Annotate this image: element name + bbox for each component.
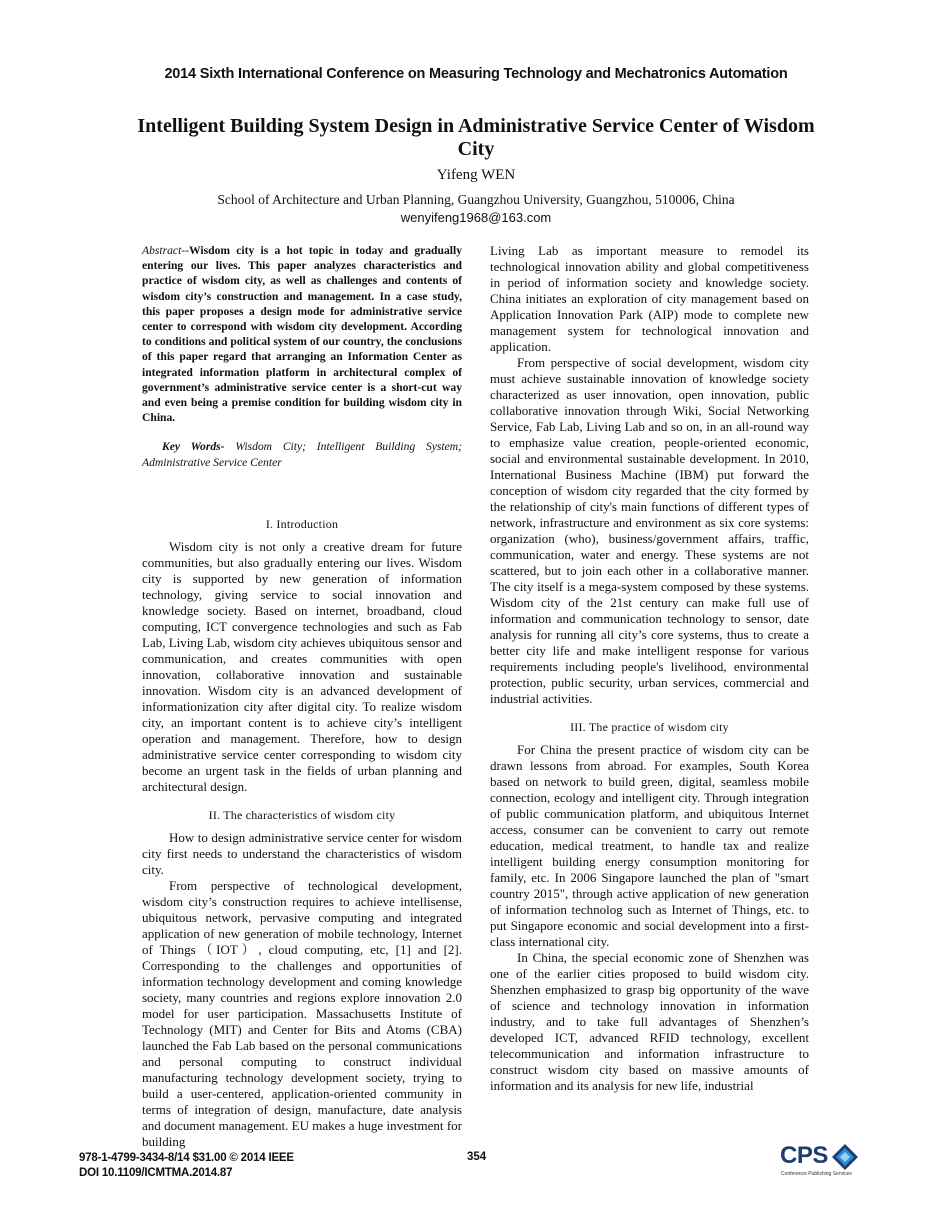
abstract-text: Wisdom city is a hot topic in today and gradually entering our lives. This paper analyzes characteristics and practice of wisdom city, as well as challenges and contents of wisdom city’s construction and management. In a case study, this paper proposes a design mode for administrative service center to correspond with wisdom city development. According to conditions and political system of our country, the conclusions of this paper regard that arranging an Information Center as integrated information platform in architectural complex of government’s administrative service center is a short-cut way and even being a premise condition for building wisdom city in China.	[142, 244, 462, 425]
paragraph: How to design administrative service center for wisdom city first needs to understand the characteristics of wisdom city.	[142, 829, 462, 877]
author-email: wenyifeng1968@163.com	[400, 210, 552, 225]
keywords-label: Key Words-	[162, 440, 225, 454]
author-name: Yifeng WEN	[436, 167, 516, 183]
paragraph: Wisdom city is not only a creative dream for future communities, but also gradually entering our lives. Wisdom city is supported by new generation of information technology, giving service to social innovation and knowledge society. Based on internet, broadband, cloud computing, ICT convergence technologies and such as Fab Lab, Living Lab, wisdom city achieves ubiquitous sensor and communication, and creates communities with open innovation, collaborative innovation and sustainable innovation. Wisdom city is an advanced development of informationization city after digital city. To realize wisdom city, an important content is to achieve city’s intelligent operation and management. Therefore, how to design administrative service center corresponding to wisdom city become an urgent task in the fields of urban planning and architectural design.	[142, 538, 462, 794]
paper-title: Intelligent Building System Design in Administrative Service Center of Wisdom City	[137, 115, 815, 160]
keywords	[142, 439, 462, 469]
keywords-text: Wisdom City; Intelligent Building System; Administrative Service Center	[142, 440, 462, 469]
author-affiliation: School of Architecture and Urban Planning, Guangzhou University, Guangzhou, 510006, China	[217, 192, 735, 207]
abstract-lead: Abstract--	[142, 244, 190, 257]
paragraph: From perspective of technological development, wisdom city’s construction requires to achieve intellisense, ubiquitous network, pervasive computing and integrated application of new generation of mobile technology, Internet of Things（IOT）, cloud computing, etc, [1] and [2]. Corresponding to the challenges and opportunities of information technology development and coming knowledge society, many countries and regions explore innovation 2.0 model for user participation. Massachusetts Institute of Technology (MIT) and Center for Bits and Atoms (CBA) launched the Fab Lab based on the personal communications and personal computing to construct individual manufacturing technology development society, trying to build a user-centered, application-oriented community in terms of integration of design, manufacture, date analysis and document management. EU makes a huge investment for building	[142, 877, 462, 1149]
page-number: 354	[467, 1151, 487, 1163]
section-heading-characteristics: II. The characteristics of wisdom city	[208, 807, 396, 822]
right-column	[490, 243, 809, 1094]
left-column	[142, 243, 462, 1150]
cps-logo	[780, 1140, 860, 1184]
paragraph-continued: Living Lab as important measure to remodel its technological innovation ability and global competitiveness in period of information society and knowledge society. China initiates an exploration of city management based on Application Innovation Park (AIP) mode to complete new management system for technological innovation and application.	[490, 243, 809, 354]
paragraph: From perspective of social development, wisdom city must achieve sustainable innovation of knowledge society characterized as user innovation, open innovation, public collaborative innovation through Wiki, Social Networking Service, Fab Lab, Living Lab and so on, in an all-round way to emphasize value creation, people-oriented economic, social and environmental sustainable development. In 2010, International Business Machine (IBM) put forward the conception of wisdom city regarded that the city formed by the relationship of city's main functions of different types of network, infrastructure and environment as six core systems: organization (who), business/government affairs, traffic, communication, water and energy. These systems are not scattered, but to join each other in a collaborative manner. The city itself is a mega-system composed by these systems. Wisdom city of the 21st century can make full use of information and communication technology to sensor, date analysis for running all city’s core systems, thus to create a better city life and make intelligent response for various requirements including people's livelihood, environmental protection, public security, urban services, commercial and industrial activities.	[490, 355, 809, 706]
abstract	[142, 243, 462, 425]
conference-header: 2014 Sixth International Conference on Measuring Technology and Mechatronics Automation	[164, 66, 788, 82]
section-heading-introduction: I. Introduction	[265, 516, 339, 531]
doi-line: DOI 10.1109/ICMTMA.2014.87	[79, 1167, 233, 1179]
section-heading-practice: III. The practice of wisdom city	[570, 720, 729, 734]
paragraph: For China the present practice of wisdom city can be drawn lessons from abroad. For examples, South Korea based on network to build green, digital, seamless mobile connection, ecology and intelligent city. Through integration of public communication platform, and ubiquitous Internet access, consumer can be convenient to carry out remote education, medical treatment, to handle tax and realize intelligent building energy consumption monitoring for family, etc. In 2006 Singapore launched the plan of "smart country 2015", through active application of new generation of information technolog such as Internet of Things, etc. to put Singapore economic and social development into a first-class international city.	[490, 742, 809, 949]
cps-diamond-icon	[832, 1144, 858, 1170]
paragraph: In China, the special economic zone of Shenzhen was one of the earlier cities proposed to build wisdom city. Shenzhen emphasized to grasp big opportunity of the wave of science and technology innovation in information industry, and to take full advantages of Shenzhen’s developed ICT, advanced RFID technology, excellent telecommunication and information infrastructure to construct wisdom city based on massive amounts of information and its analysis for new life, industrial	[490, 950, 809, 1093]
isbn-line: 978-1-4799-3434-8/14 $31.00 © 2014 IEEE	[79, 1152, 294, 1164]
cps-logo-subtext: Conference Publishing Services	[781, 1171, 852, 1177]
footer-publication-info	[79, 1151, 294, 1181]
cps-logo-text: CPS	[780, 1142, 828, 1169]
